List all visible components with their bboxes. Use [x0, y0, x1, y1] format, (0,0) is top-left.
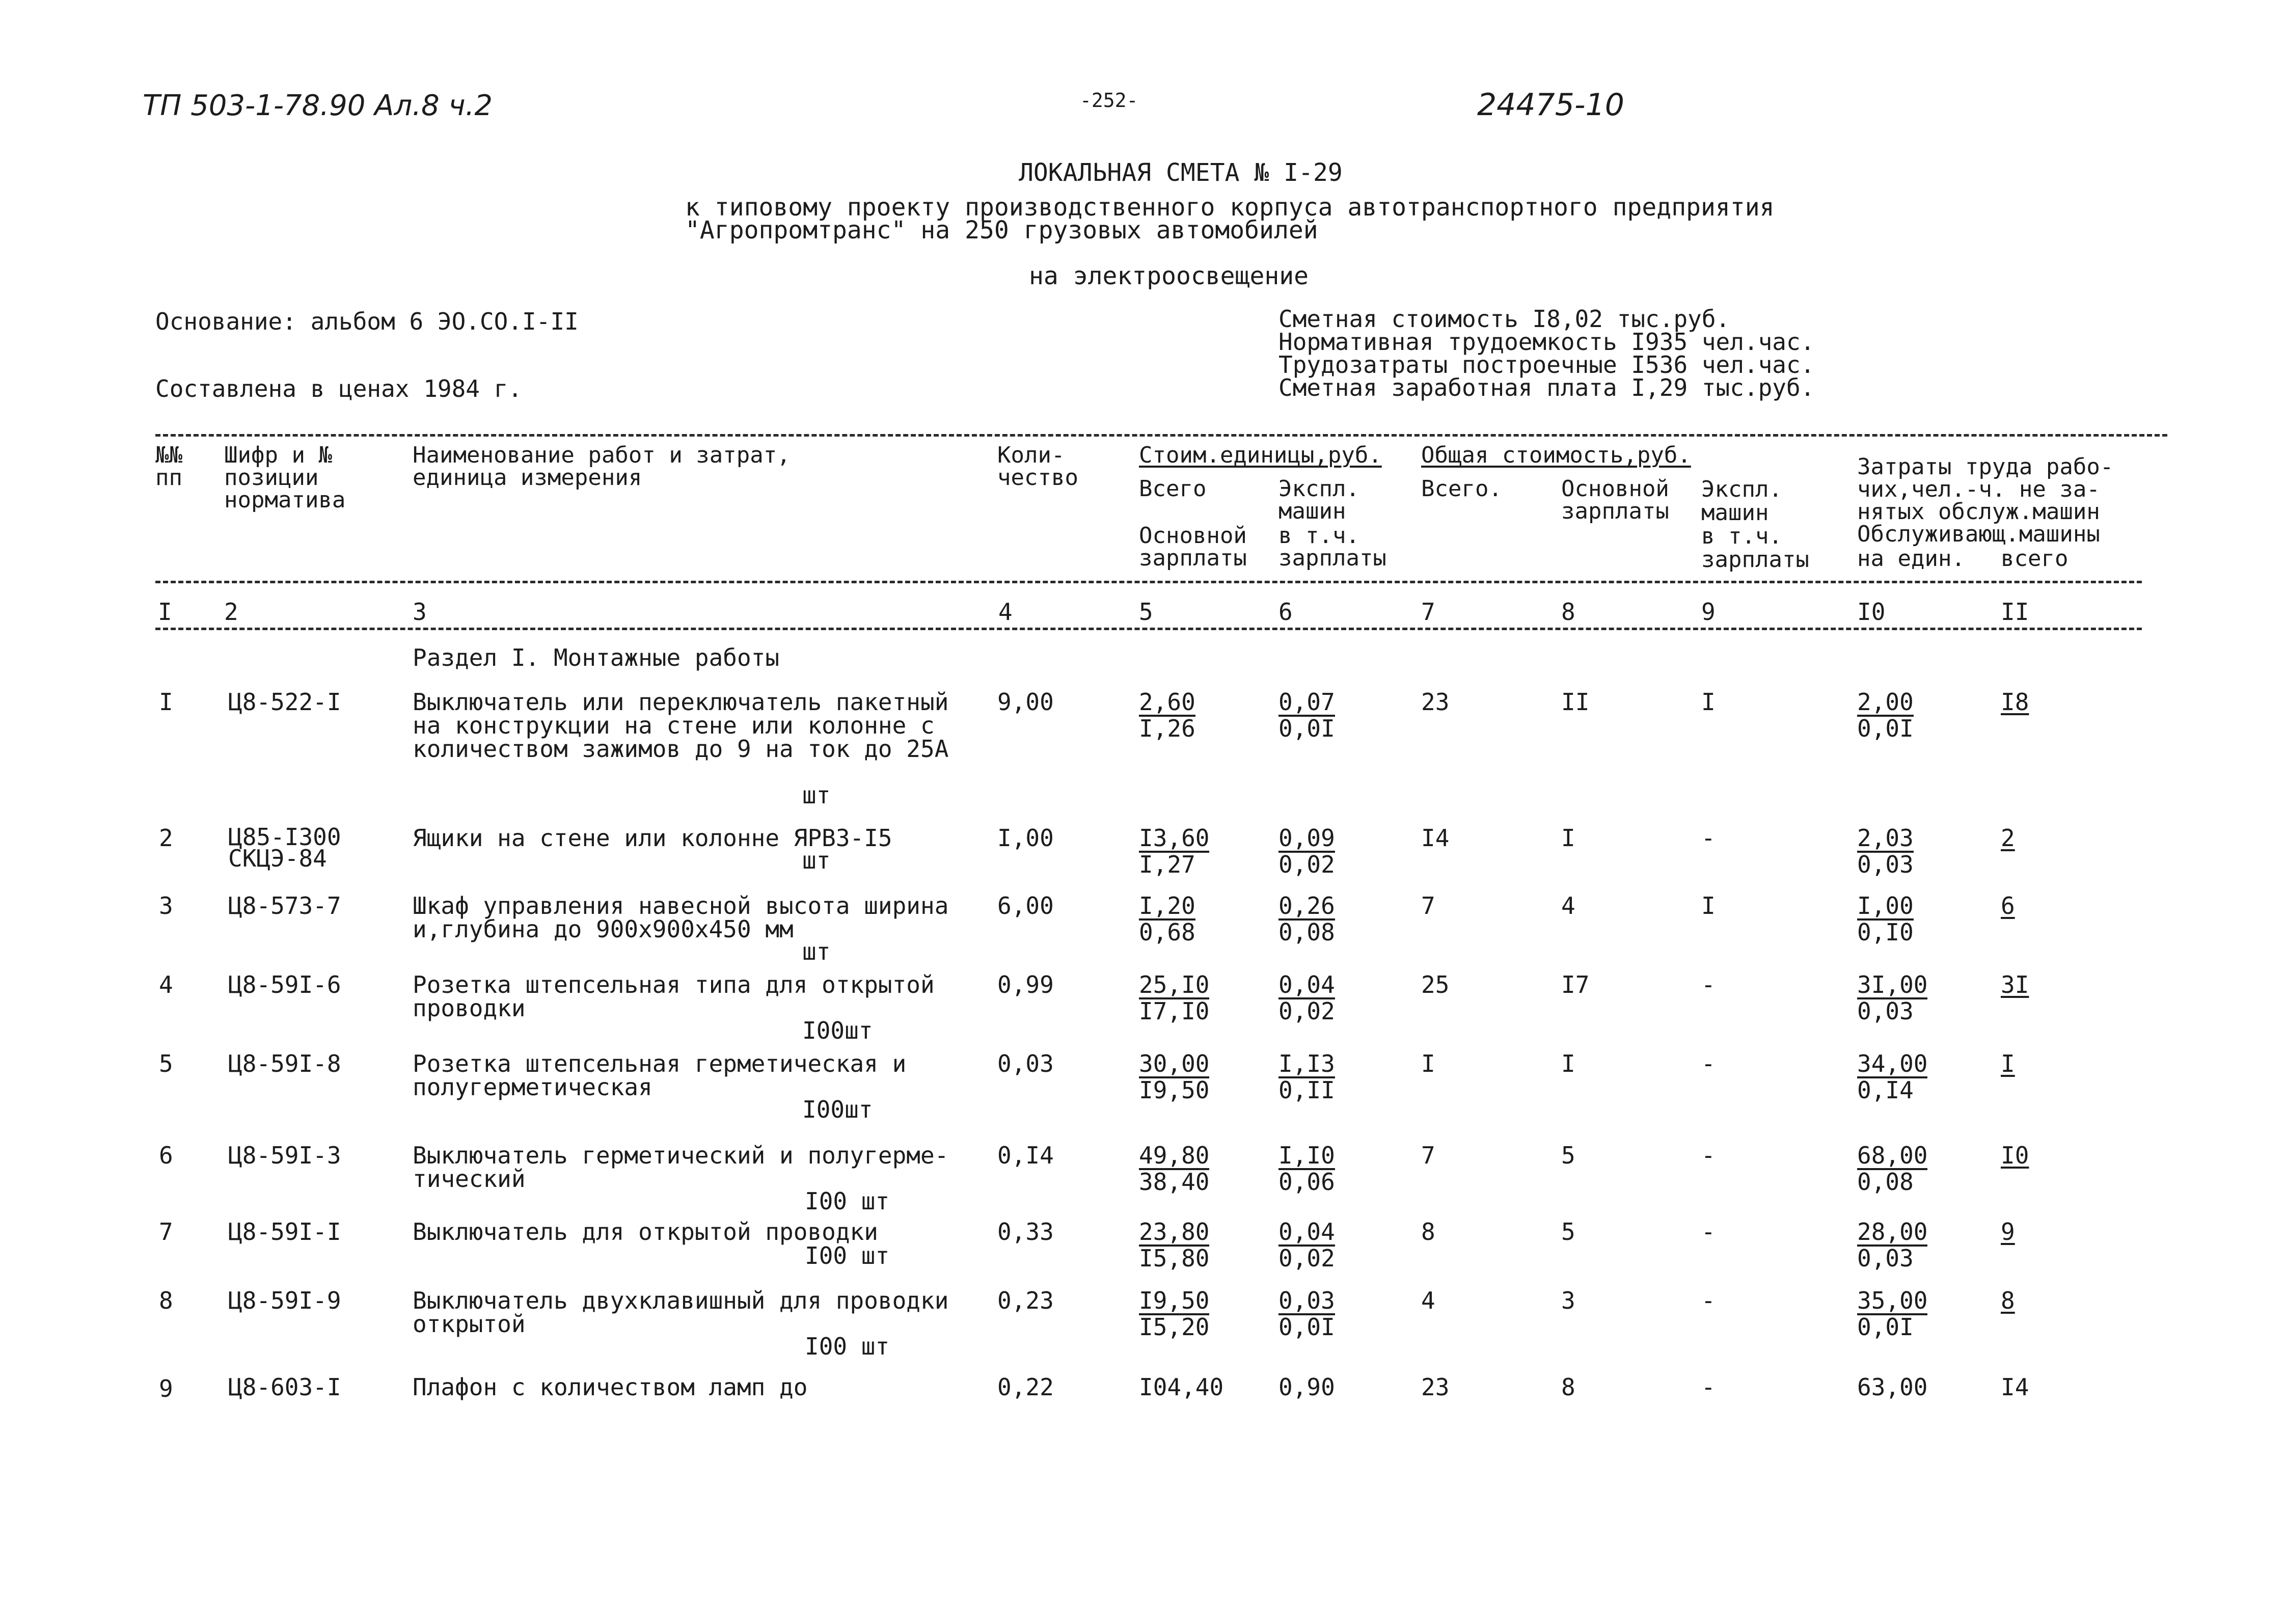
- work-name: Выключатель двухклавишный для проводки открытой: [413, 1287, 949, 1338]
- row-number: 9: [159, 1375, 173, 1402]
- labor-total: I: [2001, 1050, 2015, 1077]
- col-header-unit-wage: Основной зарплаты: [1139, 523, 1247, 571]
- total-wage: 5: [1561, 1218, 1575, 1246]
- total-wage: I7: [1561, 971, 1590, 998]
- unit-cost-machine-wage: 0,06: [1278, 1168, 1335, 1196]
- page-number: -252-: [1080, 89, 1138, 112]
- row-number: 5: [159, 1050, 173, 1077]
- work-name: Выключатель или переключатель пакетный на конструкции на стене или колонне с количеством зажимов до 9 на ток до 25А: [413, 688, 949, 763]
- norm-code: Ц8-522-I: [228, 688, 341, 716]
- work-unit: I00 шт: [805, 1333, 890, 1360]
- col-number-8: 8: [1561, 598, 1575, 626]
- total-cost: I4: [1421, 824, 1450, 852]
- col-header-labor-total: всего: [2001, 546, 2069, 572]
- work-name: Розетка штепсельная герметическая и полугерметическая: [413, 1050, 907, 1101]
- unit-cost-machine-wage: 0,02: [1278, 851, 1335, 878]
- col-header-quantity: Коли- чество: [997, 442, 1078, 491]
- unit-cost-total: 49,80: [1139, 1142, 1210, 1169]
- labor-machines-per-unit: 0,03: [1857, 1244, 1914, 1272]
- norm-code: Ц85-I300 СКЦЭ-84: [228, 823, 341, 872]
- estimate-subtitle-1: к типовому проекту производственного корпуса автотранспортного предприятия: [685, 193, 1775, 222]
- unit-cost-machines: 0,07: [1278, 688, 1335, 716]
- norm-code: Ц8-59I-3: [228, 1142, 341, 1169]
- unit-cost-wage: I5,80: [1139, 1244, 1210, 1272]
- unit-cost-machine-wage: 0,0I: [1278, 715, 1335, 742]
- labor-total: I4: [2001, 1373, 2029, 1401]
- quantity: 0,03: [997, 1050, 1054, 1077]
- total-wage: 5: [1561, 1142, 1575, 1169]
- unit-cost-machine-wage: 0,II: [1278, 1076, 1335, 1104]
- unit-cost-machine-wage: 0,02: [1278, 1244, 1335, 1272]
- row-number: 4: [159, 971, 173, 998]
- col-header-labor: Затраты труда рабо- чих,чел.-ч. не за- нятых обслуж.машин Обслуживающ.машины: [1857, 454, 2114, 547]
- work-name: Ящики на стене или колонне ЯРВЗ-I5: [413, 824, 892, 852]
- total-machines: I: [1701, 892, 1716, 919]
- row-number: 8: [159, 1287, 173, 1314]
- basis-album: Основание: альбом 6 ЭО.СО.I-II: [155, 308, 579, 335]
- col-number-2: 2: [224, 598, 238, 626]
- col-header-total: Всего.: [1421, 476, 1502, 502]
- section-title: Раздел I. Монтажные работы: [413, 644, 780, 671]
- total-cost: 7: [1421, 1142, 1435, 1169]
- labor-per-unit: 3I,00: [1857, 971, 1928, 998]
- norm-code: Ц8-59I-6: [228, 971, 341, 998]
- summary-labor-build: Трудозатраты построечные I536 чел.час.: [1278, 351, 1815, 378]
- labor-machines-per-unit: 0,I4: [1857, 1076, 1914, 1104]
- unit-cost-total: I3,60: [1139, 824, 1210, 852]
- col-header-code: Шифр и № позиции норматива: [224, 442, 346, 513]
- total-wage: 8: [1561, 1373, 1575, 1401]
- unit-cost-machines: 0,26: [1278, 892, 1335, 919]
- work-name: Розетка штепсельная типа для открытой проводки: [413, 971, 935, 1022]
- col-header-unit-cost: Стоим.единицы,руб.: [1139, 442, 1382, 468]
- unit-cost-machines: I,I3: [1278, 1050, 1335, 1077]
- labor-machines-per-unit: 0,03: [1857, 997, 1914, 1025]
- estimate-subtitle-3: на электроосвещение: [1029, 262, 1309, 290]
- unit-cost-total: 2,60: [1139, 688, 1195, 716]
- labor-total: I8: [2001, 688, 2029, 716]
- total-machines: -: [1701, 1218, 1716, 1246]
- unit-cost-wage: I9,50: [1139, 1076, 1210, 1104]
- row-number: I: [159, 688, 173, 716]
- col-number-7: 7: [1421, 598, 1435, 626]
- labor-per-unit: 63,00: [1857, 1373, 1928, 1401]
- unit-cost-machines: I,I0: [1278, 1142, 1335, 1169]
- col-number-3: 3: [413, 598, 427, 626]
- labor-machines-per-unit: 0,0I: [1857, 1313, 1914, 1341]
- col-number-11: II: [2001, 598, 2029, 626]
- total-cost: 23: [1421, 1373, 1450, 1401]
- unit-cost-wage: I,26: [1139, 715, 1195, 742]
- work-name: Шкаф управления навесной высота ширина и,глубина до 900х900х450 мм: [413, 892, 949, 943]
- document-number: 24475-10: [1477, 87, 1624, 123]
- total-cost: I: [1421, 1050, 1435, 1077]
- labor-per-unit: 34,00: [1857, 1050, 1928, 1077]
- col-header-labor-unit: на един.: [1857, 546, 1965, 572]
- total-machines: I: [1701, 688, 1716, 716]
- unit-cost-machine-wage: 0,08: [1278, 918, 1335, 946]
- quantity: 0,33: [997, 1218, 1054, 1246]
- total-wage: I: [1561, 824, 1575, 852]
- work-name: Выключатель для открытой проводки: [413, 1218, 878, 1246]
- unit-cost-machine-wage: 0,0I: [1278, 1313, 1335, 1341]
- total-machines: -: [1701, 1050, 1716, 1077]
- unit-cost-wage: 0,68: [1139, 918, 1195, 946]
- labor-per-unit: I,00: [1857, 892, 1914, 919]
- row-number: 6: [159, 1142, 173, 1169]
- unit-cost-machines: 0,09: [1278, 824, 1335, 852]
- labor-machines-per-unit: 0,08: [1857, 1168, 1914, 1196]
- col-header-total-machines: Экспл. машин в т.ч. зарплаты: [1701, 476, 1809, 573]
- estimate-subtitle-2: "Агропромтранс" на 250 грузовых автомобилей: [685, 216, 1318, 245]
- col-header-unit-machine-wage: в т.ч. зарплаты: [1278, 523, 1386, 571]
- col-header-total-cost: Общая стоимость,руб.: [1421, 442, 1691, 468]
- quantity: I,00: [997, 824, 1054, 852]
- total-machines: -: [1701, 1142, 1716, 1169]
- total-cost: 7: [1421, 892, 1435, 919]
- labor-per-unit: 28,00: [1857, 1218, 1928, 1246]
- total-machines: -: [1701, 1373, 1716, 1401]
- unit-cost-total: I9,50: [1139, 1287, 1210, 1314]
- unit-cost-wage: I5,20: [1139, 1313, 1210, 1341]
- total-machines: -: [1701, 824, 1716, 852]
- unit-cost-machines: 0,04: [1278, 971, 1335, 998]
- col-number-4: 4: [998, 598, 1013, 626]
- col-header-number: №№ пп: [155, 442, 182, 491]
- col-number-10: I0: [1857, 598, 1886, 626]
- work-unit: шт: [802, 847, 831, 874]
- total-cost: 4: [1421, 1287, 1435, 1314]
- labor-per-unit: 68,00: [1857, 1142, 1928, 1169]
- labor-machines-per-unit: 0,I0: [1857, 918, 1914, 946]
- summary-labor-norm: Нормативная трудоемкость I935 чел.час.: [1278, 328, 1815, 356]
- row-number: 2: [159, 824, 173, 852]
- quantity: 9,00: [997, 688, 1054, 716]
- unit-cost-total: I,20: [1139, 892, 1195, 919]
- col-header-unit-total: Всего: [1139, 476, 1207, 502]
- total-cost: 25: [1421, 971, 1450, 998]
- unit-cost-total: 25,I0: [1139, 971, 1210, 998]
- summary-cost: Сметная стоимость I8,02 тыс.руб.: [1278, 305, 1730, 333]
- total-wage: 4: [1561, 892, 1575, 919]
- work-unit: шт: [802, 938, 831, 965]
- labor-total: 3I: [2001, 971, 2029, 998]
- col-number-1: I: [158, 598, 172, 626]
- unit-cost-wage: I7,I0: [1139, 997, 1210, 1025]
- col-number-6: 6: [1278, 598, 1293, 626]
- quantity: 0,23: [997, 1287, 1054, 1314]
- labor-total: 6: [2001, 892, 2015, 919]
- norm-code: Ц8-59I-I: [228, 1218, 341, 1246]
- labor-per-unit: 2,00: [1857, 688, 1914, 716]
- colnum-bottom-rule: [155, 628, 2142, 630]
- header-top-rule: [155, 434, 2167, 437]
- estimate-title: ЛОКАЛЬНАЯ СМЕТА № I-29: [1019, 158, 1343, 187]
- total-machines: -: [1701, 1287, 1716, 1314]
- labor-total: I0: [2001, 1142, 2029, 1169]
- quantity: 6,00: [997, 892, 1054, 919]
- col-header-name: Наименование работ и затрат, единица измерения: [413, 442, 791, 491]
- norm-code: Ц8-573-7: [228, 892, 341, 919]
- album-reference: ТП 503-1-78.90 Ал.8 ч.2: [143, 89, 493, 122]
- norm-code: Ц8-59I-9: [228, 1287, 341, 1314]
- labor-machines-per-unit: 0,03: [1857, 851, 1914, 878]
- total-cost: 8: [1421, 1218, 1435, 1246]
- summary-wages: Сметная заработная плата I,29 тыс.руб.: [1278, 374, 1815, 401]
- labor-total: 2: [2001, 824, 2015, 852]
- labor-total: 9: [2001, 1218, 2015, 1246]
- total-wage: II: [1561, 688, 1590, 716]
- work-name: Плафон с количеством ламп до: [413, 1373, 808, 1401]
- unit-cost-machines: 0,04: [1278, 1218, 1335, 1246]
- total-wage: I: [1561, 1050, 1575, 1077]
- norm-code: Ц8-59I-8: [228, 1050, 341, 1077]
- labor-per-unit: 35,00: [1857, 1287, 1928, 1314]
- unit-cost-wage: 38,40: [1139, 1168, 1210, 1196]
- work-unit: I00шт: [802, 1017, 873, 1044]
- row-number: 7: [159, 1218, 173, 1246]
- quantity: 0,I4: [997, 1142, 1054, 1169]
- unit-cost-total: 23,80: [1139, 1218, 1210, 1246]
- header-bottom-rule: [155, 581, 2142, 583]
- col-header-unit-machines: Экспл. машин: [1278, 476, 1359, 524]
- work-unit: шт: [802, 781, 831, 809]
- unit-cost-total: I04,40: [1139, 1373, 1224, 1401]
- work-name: Выключатель герметический и полугерме- тический: [413, 1142, 949, 1193]
- unit-cost-machines: 0,90: [1278, 1373, 1335, 1401]
- unit-cost-machine-wage: 0,02: [1278, 997, 1335, 1025]
- labor-machines-per-unit: 0,0I: [1857, 715, 1914, 742]
- unit-cost-wage: I,27: [1139, 851, 1195, 878]
- labor-total: 8: [2001, 1287, 2015, 1314]
- unit-cost-total: 30,00: [1139, 1050, 1210, 1077]
- work-unit: I00шт: [802, 1096, 873, 1123]
- quantity: 0,99: [997, 971, 1054, 998]
- norm-code: Ц8-603-I: [228, 1373, 341, 1401]
- work-unit: I00 шт: [805, 1187, 890, 1215]
- col-header-total-wage: Основной зарплаты: [1561, 476, 1669, 524]
- total-machines: -: [1701, 971, 1716, 998]
- unit-cost-machines: 0,03: [1278, 1287, 1335, 1314]
- col-number-9: 9: [1701, 598, 1716, 626]
- col-number-5: 5: [1139, 598, 1153, 626]
- basis-prices: Составлена в ценах 1984 г.: [155, 375, 523, 402]
- work-unit: I00 шт: [805, 1242, 890, 1269]
- quantity: 0,22: [997, 1373, 1054, 1401]
- row-number: 3: [159, 892, 173, 919]
- total-wage: 3: [1561, 1287, 1575, 1314]
- total-cost: 23: [1421, 688, 1450, 716]
- labor-per-unit: 2,03: [1857, 824, 1914, 852]
